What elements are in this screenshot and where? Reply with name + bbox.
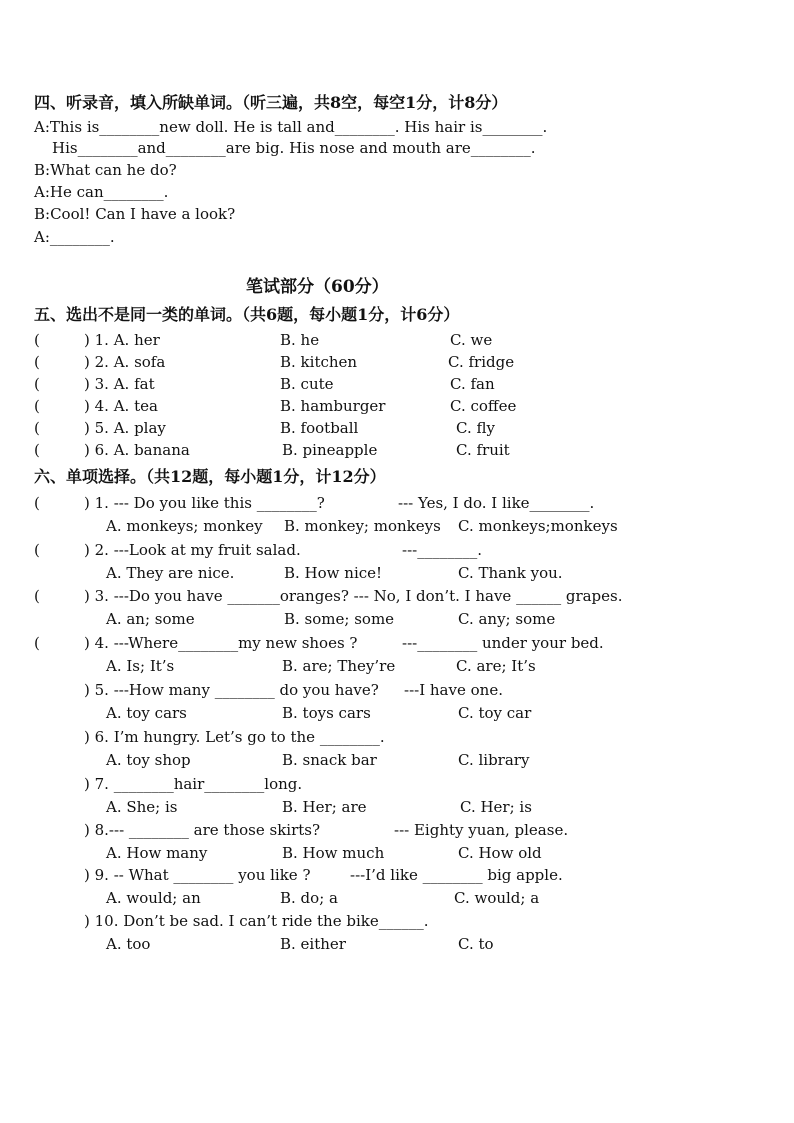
option-c: C. fruit <box>456 441 510 459</box>
option-c: C. we <box>450 331 493 349</box>
question-stem: ) 9. -- What ________ you like ? <box>84 866 311 884</box>
option-c: C. How old <box>458 844 542 862</box>
option-c: C. library <box>458 751 530 769</box>
option-c: C. toy car <box>458 704 532 722</box>
section4-line-5: B:Cool! Can I have a look? <box>34 205 236 223</box>
option-c: C. monkeys;monkeys <box>458 517 618 535</box>
option-a: A. too <box>106 935 151 953</box>
question-stem: ) 6. A. banana <box>84 441 190 459</box>
option-c: C. to <box>458 935 494 953</box>
question-stem: ) 4. A. tea <box>84 397 158 415</box>
option-a: A. would; an <box>106 889 201 907</box>
option-a: A. How many <box>106 844 208 862</box>
option-b: B. Her; are <box>282 798 367 816</box>
question-stem: ) 10. Don’t be sad. I can’t ride the bike______. <box>84 912 429 930</box>
written-part-title: 笔试部分（60分） <box>246 277 389 297</box>
option-a: A. They are nice. <box>106 564 235 582</box>
question-stem: ) 4. ---Where________my new shoes ? <box>84 634 358 652</box>
option-a: A. toy shop <box>106 751 191 769</box>
option-b: B. some; some <box>284 610 395 628</box>
answer-paren: ( <box>34 494 40 512</box>
answer-paren: ( <box>34 375 40 393</box>
question-stem: ) 3. A. fat <box>84 375 155 393</box>
question-stem: ) 5. ---How many ________ do you have? <box>84 681 379 699</box>
option-c: C. fan <box>450 375 495 393</box>
option-c: C. are; It’s <box>456 657 536 675</box>
answer-paren: ( <box>34 397 40 415</box>
section5-heading: 五、选出不是同一类的单词。（共6题，每小题1分，计6分） <box>34 305 460 324</box>
question-stem: ) 5. A. play <box>84 419 166 437</box>
option-b: B. hamburger <box>280 397 386 415</box>
question-reply: ---________ under your bed. <box>402 634 604 652</box>
question-reply: ---I’d like ________ big apple. <box>350 866 563 884</box>
option-b: B. either <box>280 935 346 953</box>
answer-paren: ( <box>34 441 40 459</box>
option-c: C. would; a <box>454 889 540 907</box>
option-a: A. Is; It’s <box>106 657 175 675</box>
answer-paren: ( <box>34 331 40 349</box>
section4-line-2: His________and________are big. His nose and mouth are________. <box>52 139 536 157</box>
question-stem: ) 2. A. sofa <box>84 353 166 371</box>
option-c: C. fridge <box>448 353 515 371</box>
option-b: B. How much <box>282 844 385 862</box>
option-b: B. cute <box>280 375 334 393</box>
question-reply: ---I have one. <box>404 681 503 699</box>
answer-paren: ( <box>34 419 40 437</box>
option-b: B. How nice! <box>284 564 383 582</box>
option-b: B. kitchen <box>280 353 358 371</box>
option-b: B. are; They’re <box>282 657 396 675</box>
question-stem: ) 8.--- ________ are those skirts? <box>84 821 321 839</box>
option-c: C. any; some <box>458 610 556 628</box>
section4-heading: 四、听录音，填入所缺单词。（听三遍，共8空，每空1分，计8分） <box>34 93 508 112</box>
answer-paren: ( <box>34 587 40 605</box>
question-stem: ) 1. --- Do you like this ________? <box>84 494 325 512</box>
option-a: A. monkeys; monkey <box>106 517 263 535</box>
question-reply: --- Eighty yuan, please. <box>394 821 569 839</box>
option-b: B. snack bar <box>282 751 377 769</box>
option-a: A. toy cars <box>106 704 187 722</box>
section4-line-4: A:He can________. <box>34 183 169 201</box>
option-c: C. Her; is <box>460 798 532 816</box>
option-c: C. coffee <box>450 397 517 415</box>
question-stem: ) 7. ________hair________long. <box>84 775 303 793</box>
option-c: C. Thank you. <box>458 564 563 582</box>
option-a: A. an; some <box>106 610 195 628</box>
question-reply: ---________. <box>402 541 482 559</box>
option-b: B. monkey; monkeys <box>284 517 441 535</box>
section4-line-3: B:What can he do? <box>34 161 177 179</box>
answer-paren: ( <box>34 634 40 652</box>
section4-line-1: A:This is________new doll. He is tall and________. His hair is________. <box>34 118 548 136</box>
section6-heading: 六、单项选择。（共12题，每小题1分，计12分） <box>34 467 386 486</box>
option-b: B. toys cars <box>282 704 371 722</box>
question-stem: ) 3. ---Do you have _______oranges? --- No, I don’t. I have ______ grapes. <box>84 587 623 605</box>
option-a: A. She; is <box>106 798 178 816</box>
section4-line-6: A:________. <box>34 228 115 246</box>
option-b: B. pineapple <box>282 441 378 459</box>
option-b: B. football <box>280 419 359 437</box>
option-b: B. do; a <box>280 889 338 907</box>
option-c: C. fly <box>456 419 495 437</box>
answer-paren: ( <box>34 353 40 371</box>
question-stem: ) 2. ---Look at my fruit salad. <box>84 541 301 559</box>
question-stem: ) 1. A. her <box>84 331 160 349</box>
answer-paren: ( <box>34 541 40 559</box>
question-reply: --- Yes, I do. I like________. <box>398 494 595 512</box>
question-stem: ) 6. I’m hungry. Let’s go to the ________. <box>84 728 385 746</box>
option-b: B. he <box>280 331 320 349</box>
